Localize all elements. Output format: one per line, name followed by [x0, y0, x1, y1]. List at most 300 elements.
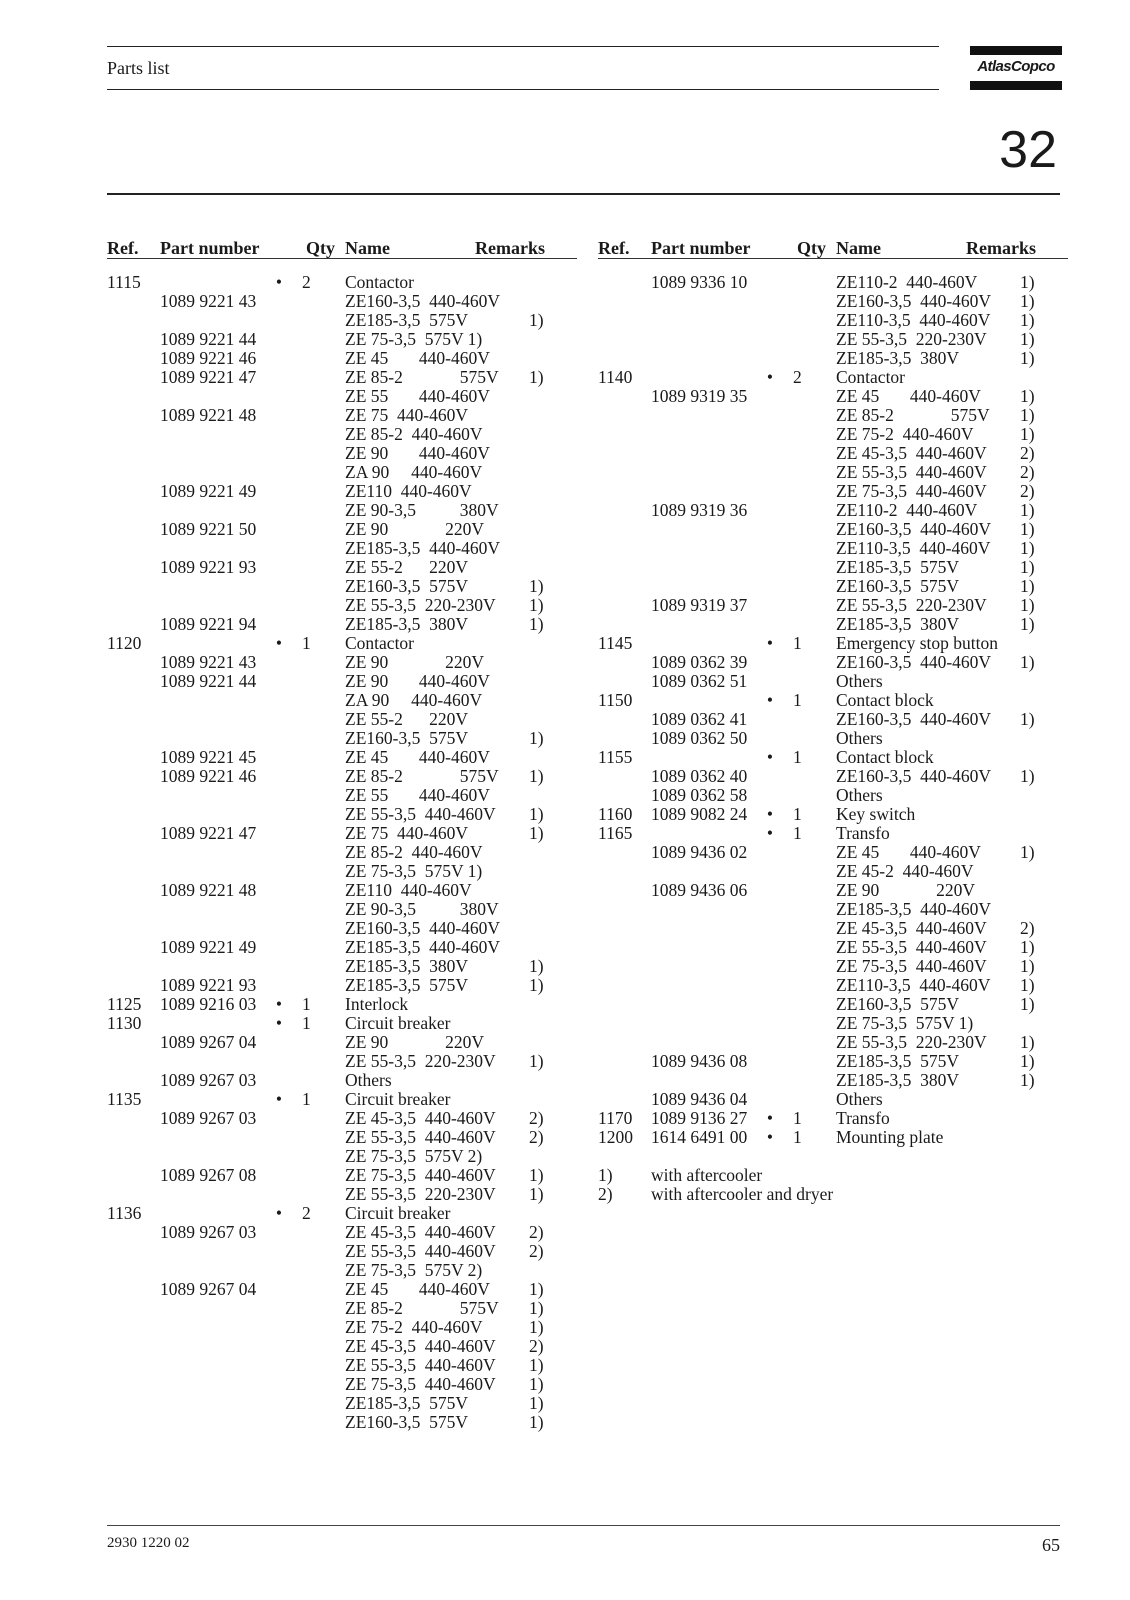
part-name: ZE 90-3,5 380V [345, 899, 499, 919]
part-name: ZE 75-3,5 575V 2) [345, 1260, 483, 1280]
parts-row [107, 672, 577, 691]
part-name: ZE 85-2 440-460V [345, 842, 483, 862]
parts-row [107, 1204, 577, 1223]
parts-row [598, 482, 1068, 501]
part-remarks: 1) [529, 823, 544, 843]
parts-row [107, 957, 577, 976]
part-qty: 2 [302, 272, 311, 292]
part-name: ZE 75-2 440-460V [836, 424, 974, 444]
parts-row [107, 900, 577, 919]
part-remarks: 1) [529, 367, 544, 387]
parts-row [598, 691, 1068, 710]
part-name: Others [836, 1089, 883, 1109]
part-name: ZE110-3,5 440-460V [836, 538, 991, 558]
parts-row [107, 406, 577, 425]
parts-row [598, 520, 1068, 539]
part-name: ZE160-3,5 575V [836, 576, 959, 596]
part-remarks: 1) [1020, 291, 1035, 311]
part-number: 1089 9221 44 [160, 329, 257, 349]
bullet-marker: • [766, 1108, 774, 1128]
part-number: 1089 9221 49 [160, 937, 257, 957]
part-name: ZE160-3,5 440-460V [836, 766, 992, 786]
part-name: ZE185-3,5 575V [345, 1393, 468, 1413]
part-remarks: 1) [1020, 956, 1035, 976]
part-name: ZE 45-3,5 440-460V [345, 1222, 496, 1242]
part-name: ZE160-3,5 440-460V [345, 918, 501, 938]
part-ref: 1165 [598, 823, 633, 843]
parts-row [598, 273, 1068, 292]
parts-row [107, 368, 577, 387]
parts-row [107, 1147, 577, 1166]
parts-row [107, 729, 577, 748]
part-remarks: 1) [529, 766, 544, 786]
part-ref: 1160 [598, 804, 633, 824]
parts-row [598, 729, 1068, 748]
part-remarks: 1) [1020, 1032, 1035, 1052]
parts-column-left [107, 232, 577, 1432]
part-name: ZE 75-3,5 440-460V [345, 1374, 496, 1394]
part-name: ZE 90 440-460V [345, 443, 490, 463]
part-name: ZE 45 440-460V [345, 747, 490, 767]
part-name: Transfo [836, 1108, 890, 1128]
parts-row [598, 539, 1068, 558]
parts-row [107, 767, 577, 786]
part-name: ZE 55-3,5 440-460V [836, 937, 987, 957]
part-remarks: 1) [1020, 576, 1035, 596]
part-ref: 1200 [598, 1127, 633, 1147]
part-remarks: 2) [1020, 918, 1035, 938]
part-qty: 1 [793, 633, 802, 653]
part-number: 1089 9221 50 [160, 519, 257, 539]
part-ref: 1155 [598, 747, 633, 767]
part-remarks: 1) [529, 1393, 544, 1413]
parts-row [598, 349, 1068, 368]
bullet-marker: • [766, 1127, 774, 1147]
parts-row [598, 425, 1068, 444]
part-name: ZE 90-3,5 380V [345, 500, 499, 520]
parts-row [107, 539, 577, 558]
footnote-mark: 1) [598, 1165, 613, 1185]
header-name: Name [836, 238, 881, 258]
part-remarks: 1) [1020, 975, 1035, 995]
parts-row [598, 672, 1068, 691]
part-name: ZE160-3,5 440-460V [836, 709, 992, 729]
parts-row [107, 1375, 577, 1394]
part-qty: 1 [793, 823, 802, 843]
part-number: 1089 9267 08 [160, 1165, 257, 1185]
part-name: ZE160-3,5 440-460V [836, 652, 992, 672]
part-name: ZE185-3,5 440-460V [345, 937, 501, 957]
part-name: ZE 45 440-460V [345, 348, 490, 368]
parts-row [107, 1280, 577, 1299]
parts-row [107, 615, 577, 634]
bullet-marker: • [766, 633, 774, 653]
parts-row [107, 1242, 577, 1261]
parts-row [598, 653, 1068, 672]
part-name: ZE 45-3,5 440-460V [836, 443, 987, 463]
parts-row [598, 919, 1068, 938]
parts-row [107, 1090, 577, 1109]
part-name: ZE 85-2 575V [345, 367, 499, 387]
part-name: ZE 55-3,5 440-460V [345, 804, 496, 824]
header-bottom-rule [107, 89, 939, 90]
footnote-text: with aftercooler and dryer [651, 1184, 834, 1204]
part-remarks: 1) [1020, 595, 1035, 615]
part-remarks: 1) [529, 595, 544, 615]
part-remarks: 1) [529, 975, 544, 995]
part-name: ZE 75-3,5 575V 2) [345, 1146, 483, 1166]
part-name: ZE160-3,5 575V [345, 1412, 468, 1432]
part-remarks: 1) [1020, 937, 1035, 957]
part-number: 1089 9221 46 [160, 766, 257, 786]
part-number: 1089 9436 02 [651, 842, 748, 862]
part-number: 1089 9319 37 [651, 595, 748, 615]
part-remarks: 1) [1020, 1070, 1035, 1090]
header-top-rule [107, 46, 939, 47]
part-remarks: 2) [529, 1127, 544, 1147]
parts-row [107, 558, 577, 577]
parts-row [107, 1299, 577, 1318]
part-name: ZE 45-2 440-460V [836, 861, 974, 881]
parts-row [107, 1033, 577, 1052]
part-qty: 2 [302, 1203, 311, 1223]
part-number: 1089 0362 51 [651, 671, 748, 691]
part-name: ZE160-3,5 575V [345, 576, 468, 596]
parts-row [598, 330, 1068, 349]
bullet-marker: • [766, 823, 774, 843]
part-remarks: 1) [1020, 994, 1035, 1014]
part-name: ZE110-3,5 440-460V [836, 975, 991, 995]
part-name: ZE 55-3,5 220-230V [345, 1184, 496, 1204]
parts-row [598, 1128, 1068, 1147]
parts-row [598, 957, 1068, 976]
part-ref: 1115 [107, 272, 141, 292]
part-name: ZE110 440-460V [345, 880, 472, 900]
part-name: ZE 90 220V [836, 880, 976, 900]
part-name: ZE 85-2 575V [345, 1298, 499, 1318]
part-name: Contactor [345, 633, 415, 653]
part-number: 1089 9319 35 [651, 386, 748, 406]
parts-row [598, 311, 1068, 330]
parts-row [598, 862, 1068, 881]
header-remarks: Remarks [966, 238, 1036, 258]
part-name: ZE 85-2 575V [345, 766, 499, 786]
part-remarks: 1) [1020, 652, 1035, 672]
part-number: 1614 6491 00 [651, 1127, 748, 1147]
part-number: 1089 9221 43 [160, 291, 257, 311]
part-ref: 1125 [107, 994, 142, 1014]
parts-row [107, 938, 577, 957]
part-ref: 1120 [107, 633, 142, 653]
part-remarks: 1) [1020, 500, 1035, 520]
parts-row [598, 1033, 1068, 1052]
bullet-marker: • [275, 1013, 283, 1033]
part-number: 1089 9221 49 [160, 481, 257, 501]
part-name: ZE 75-2 440-460V [345, 1317, 483, 1337]
part-name: ZE 55-3,5 440-460V [345, 1241, 496, 1261]
parts-row [107, 463, 577, 482]
part-remarks: 1) [1020, 709, 1035, 729]
part-name: ZE 45-3,5 440-460V [836, 918, 987, 938]
parts-row [107, 330, 577, 349]
part-name: ZA 90 440-460V [345, 690, 483, 710]
parts-row [107, 501, 577, 520]
part-remarks: 1) [529, 614, 544, 634]
parts-row [107, 1356, 577, 1375]
parts-column-right [598, 232, 1068, 1204]
bullet-marker: • [275, 633, 283, 653]
part-remarks: 1) [1020, 519, 1035, 539]
part-name: Others [836, 671, 883, 691]
section-number: 32 [999, 121, 1057, 179]
part-number: 1089 9319 36 [651, 500, 748, 520]
part-name: ZE160-3,5 575V [836, 994, 959, 1014]
parts-row [107, 634, 577, 653]
bullet-marker: • [766, 747, 774, 767]
part-remarks: 1) [1020, 329, 1035, 349]
parts-row [107, 1394, 577, 1413]
part-number: 1089 0362 39 [651, 652, 748, 672]
part-remarks: 2) [1020, 462, 1035, 482]
part-number: 1089 9221 94 [160, 614, 257, 634]
parts-row [107, 824, 577, 843]
parts-row [107, 1166, 577, 1185]
part-name: ZE185-3,5 380V [345, 956, 468, 976]
part-name: ZE 85-2 440-460V [345, 424, 483, 444]
part-remarks: 1) [529, 1165, 544, 1185]
part-name: Circuit breaker [345, 1203, 451, 1223]
parts-row [107, 881, 577, 900]
part-qty: 1 [793, 747, 802, 767]
parts-row [598, 900, 1068, 919]
header-part-number: Part number [160, 238, 260, 258]
parts-row [598, 748, 1068, 767]
parts-row [107, 710, 577, 729]
part-name: ZE110-3,5 440-460V [836, 310, 991, 330]
part-number: 1089 0362 58 [651, 785, 748, 805]
part-name: ZE 90 220V [345, 652, 485, 672]
part-number: 1089 9221 47 [160, 367, 257, 387]
header-ref: Ref. [107, 238, 139, 258]
part-name: ZE 55-3,5 220-230V [836, 329, 987, 349]
part-name: ZE 55-2 220V [345, 709, 468, 729]
part-remarks: 1) [1020, 557, 1035, 577]
part-remarks: 1) [1020, 842, 1035, 862]
part-name: ZE 55 440-460V [345, 785, 490, 805]
parts-row [598, 824, 1068, 843]
parts-row [107, 919, 577, 938]
part-remarks: 1) [529, 1298, 544, 1318]
parts-row [107, 805, 577, 824]
part-ref: 1145 [598, 633, 633, 653]
part-name: Interlock [345, 994, 409, 1014]
part-remarks: 1) [529, 1279, 544, 1299]
parts-rows-left [107, 273, 577, 1432]
part-name: Key switch [836, 804, 916, 824]
part-name: Emergency stop button [836, 633, 999, 653]
header-name: Name [345, 238, 390, 258]
part-remarks: 1) [529, 804, 544, 824]
part-number: 1089 9336 10 [651, 272, 748, 292]
parts-row [107, 1109, 577, 1128]
part-name: ZE 45-3,5 440-460V [345, 1108, 496, 1128]
parts-row [107, 1413, 577, 1432]
part-remarks: 1) [1020, 1051, 1035, 1071]
parts-row [107, 1223, 577, 1242]
part-name: ZE 55-3,5 220-230V [345, 1051, 496, 1071]
part-ref: 1170 [598, 1108, 633, 1128]
logo-top-bar [970, 46, 1062, 55]
parts-row [598, 634, 1068, 653]
bullet-marker: • [275, 272, 283, 292]
part-remarks: 2) [529, 1108, 544, 1128]
part-name: Contact block [836, 690, 934, 710]
part-remarks: 1) [529, 956, 544, 976]
parts-row [598, 805, 1068, 824]
parts-row [598, 976, 1068, 995]
part-qty: 1 [302, 1089, 311, 1109]
part-name: ZE 55-3,5 220-230V [836, 595, 987, 615]
parts-row [598, 292, 1068, 311]
part-name: ZE185-3,5 380V [836, 1070, 959, 1090]
bullet-marker: • [275, 994, 283, 1014]
part-name: ZE 45 440-460V [345, 1279, 490, 1299]
parts-row [107, 653, 577, 672]
part-name: ZE 75-3,5 440-460V [836, 956, 987, 976]
part-remarks: 2) [529, 1241, 544, 1261]
parts-row [598, 786, 1068, 805]
parts-row [598, 995, 1068, 1014]
parts-row [107, 1185, 577, 1204]
part-name: Contact block [836, 747, 934, 767]
part-name: ZE 90 220V [345, 519, 485, 539]
footnote-spacer [598, 1147, 1068, 1166]
part-remarks: 1) [1020, 614, 1035, 634]
parts-row [598, 596, 1068, 615]
part-number: 1089 9136 27 [651, 1108, 748, 1128]
bullet-marker: • [766, 690, 774, 710]
part-name: Others [345, 1070, 392, 1090]
part-qty: 1 [793, 1127, 802, 1147]
parts-row [107, 1128, 577, 1147]
part-name: ZE185-3,5 380V [345, 614, 468, 634]
part-name: ZE185-3,5 575V [345, 310, 468, 330]
parts-row [598, 368, 1068, 387]
parts-rows-right [598, 273, 1068, 1147]
part-remarks: 1) [1020, 348, 1035, 368]
part-number: 1089 9267 04 [160, 1279, 257, 1299]
part-name: ZE185-3,5 440-460V [345, 538, 501, 558]
parts-row [107, 748, 577, 767]
parts-row [107, 1052, 577, 1071]
parts-row [598, 881, 1068, 900]
part-name: ZE 75-3,5 575V 1) [836, 1013, 974, 1033]
part-remarks: 1) [529, 310, 544, 330]
part-name: ZE 55-2 220V [345, 557, 468, 577]
parts-row [107, 444, 577, 463]
part-remarks: 1) [1020, 538, 1035, 558]
part-name: ZE 55-3,5 220-230V [345, 595, 496, 615]
part-remarks: 2) [1020, 481, 1035, 501]
parts-row [107, 976, 577, 995]
part-remarks: 2) [529, 1336, 544, 1356]
part-name: ZE 75-3,5 575V 1) [345, 861, 483, 881]
part-name: ZE 55 440-460V [345, 386, 490, 406]
part-ref: 1130 [107, 1013, 142, 1033]
part-name: ZE185-3,5 575V [836, 557, 959, 577]
part-name: Others [836, 785, 883, 805]
part-name: ZE 55-3,5 220-230V [836, 1032, 987, 1052]
parts-row [107, 387, 577, 406]
part-remarks: 1) [529, 1412, 544, 1432]
part-name: Circuit breaker [345, 1013, 451, 1033]
part-remarks: 1) [1020, 386, 1035, 406]
part-name: ZE 55-3,5 440-460V [345, 1355, 496, 1375]
header-title: Parts list [107, 58, 170, 78]
part-remarks: 1) [1020, 310, 1035, 330]
header-part-number: Part number [651, 238, 751, 258]
footnotes [598, 1166, 1068, 1204]
parts-row [598, 710, 1068, 729]
part-remarks: 1) [529, 1317, 544, 1337]
parts-row [107, 596, 577, 615]
part-name: ZE 75 440-460V [345, 405, 468, 425]
part-number: 1089 9221 47 [160, 823, 257, 843]
parts-row [598, 558, 1068, 577]
header-remarks: Remarks [475, 238, 545, 258]
part-name: ZE 55-3,5 440-460V [836, 462, 987, 482]
part-qty: 1 [793, 804, 802, 824]
bullet-marker: • [766, 367, 774, 387]
part-number: 1089 9221 48 [160, 405, 257, 425]
part-number: 1089 9216 03 [160, 994, 257, 1014]
parts-row [107, 292, 577, 311]
part-remarks: 1) [1020, 766, 1035, 786]
parts-row [598, 1090, 1068, 1109]
atlas-copco-logo [970, 46, 1062, 90]
parts-row [107, 862, 577, 881]
part-remarks: 1) [529, 1355, 544, 1375]
parts-row [598, 767, 1068, 786]
part-name: ZA 90 440-460V [345, 462, 483, 482]
part-remarks: 2) [529, 1222, 544, 1242]
part-name: ZE185-3,5 380V [836, 614, 959, 634]
part-name: ZE160-3,5 440-460V [836, 519, 992, 539]
parts-row [107, 1318, 577, 1337]
part-remarks: 1) [1020, 272, 1035, 292]
parts-row [107, 273, 577, 292]
part-number: 1089 9221 45 [160, 747, 257, 767]
parts-row [107, 482, 577, 501]
part-name: ZE160-3,5 575V [345, 728, 468, 748]
part-number: 1089 9436 04 [651, 1089, 748, 1109]
part-name: ZE 85-2 575V [836, 405, 990, 425]
part-remarks: 1) [529, 1374, 544, 1394]
parts-row [107, 1014, 577, 1033]
part-name: Contactor [836, 367, 906, 387]
part-number: 1089 9267 04 [160, 1032, 257, 1052]
part-qty: 2 [793, 367, 802, 387]
parts-row [107, 1261, 577, 1280]
part-name: Circuit breaker [345, 1089, 451, 1109]
part-remarks: 1) [529, 1184, 544, 1204]
part-name: ZE 75-3,5 440-460V [345, 1165, 496, 1185]
part-qty: 1 [302, 1013, 311, 1033]
part-number: 1089 9267 03 [160, 1222, 257, 1242]
part-number: 1089 9082 24 [651, 804, 748, 824]
part-name: Transfo [836, 823, 890, 843]
part-name: ZE185-3,5 575V [836, 1051, 959, 1071]
